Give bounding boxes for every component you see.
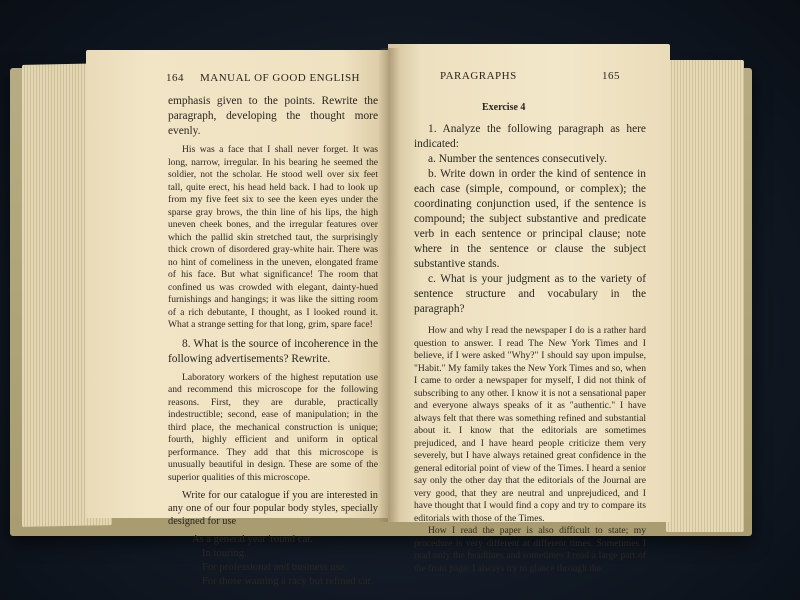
left-ad-text: Laboratory workers of the highest reputation use and recommend this microscope for the following reasons. First, they are durable, practically indestructible; second, ease of manipulation; in the third place, the mechanical construction is unique; fourth, highly efficient and uniform in optical performance. They add that this microscope is unusually beautiful in design. These are some of the superior qualities of this microscope. xyxy=(168,371,378,483)
left-list-item-2: In touring. xyxy=(202,548,247,559)
left-text-column xyxy=(168,94,378,589)
exercise-item-c: c. What is your judgment as to the variety of sentence structure and vocabulary in the paragraph? xyxy=(414,273,646,315)
left-list-item-1: As a general year 'round car. xyxy=(192,534,313,545)
right-text-column xyxy=(414,122,646,575)
right-paragraph-1: How and why I read the newspaper I do is a rather hard question to answer. I read The New York Times and I believe, if I were asked "Why?" I should say upon impulse, "Habit." My family takes the New York Times and so, when I came to order a newspaper for myself, I did not think of subscribing to any other. I know it is not a sensational paper and everyone always speaks of it as "authentic." I have always felt that there was something refined and substantial about it. I know that the editorials are sometimes prejudiced, and I have heard people criticize them very severely, but I have always retained great confidence in the general editorial point of view of the Times. I heard a senior say only the other day that the editorials of the Journal are very good, that they are neutral and unprejudiced, and I have thought that I would find a copy and try to compare its editorials with those of the Times. xyxy=(414,325,646,524)
left-question: 8. What is the source of incoherence in the following advertisements? Rewrite. xyxy=(168,337,378,365)
exercise-item-b: b. Write down in order the kind of sentence in each case (simple, compound, or complex); the coordinating conjunction used, if the sentence is compound; the subject substantive and predicate verb in each sentence or principal clause; note where in the sentence or clause the subject substantive stands. xyxy=(414,168,646,270)
left-page-number: 164 xyxy=(166,72,184,84)
right-page xyxy=(388,44,670,574)
exercise-title: Exercise 4 xyxy=(482,102,526,113)
left-passage: His was a face that I shall never forget. It was long, narrow, irregular. In his bearing he seemed the soldier, not the scholar. He stood well over six feet tall, quite erect, his head held back. I had to look up from my five feet six to see the keen eyes under the sparse gray brows, the thin line of his lips, the high uneven cheek bones, and the irregular features over which the pallid skin stretched taut, the surprisingly thick crown of disordered gray-white hair. There was no hint of comeliness in the uneven, elongated frame of his face. But what significance! The room that confined us was crowded with elegant, dainty-hued furnishings and hangings; it was like the sitting room of a rich debutante, I thought, as I looked round it. What a strange setting for that long, grim, spare face! xyxy=(168,144,378,330)
exercise-item-a: a. Number the sentences consecutively. xyxy=(428,153,607,165)
right-page-number: 165 xyxy=(602,70,620,82)
page-edges-right xyxy=(666,60,744,532)
right-paragraph-2: How I read the paper is also difficult to state; my procedure is very different at different times. Sometimes I read only the headlines and sometimes I read a large part of the front page. I always try to glance through the xyxy=(414,525,646,574)
left-page xyxy=(86,50,388,587)
left-list-item-4: For those wanting a racy but refined car. xyxy=(202,576,374,587)
right-running-head: PARAGRAPHS xyxy=(440,70,517,82)
left-catalogue: Write for our catalogue if you are interested in any one of our four popular body styles, specially designed for use xyxy=(168,490,378,527)
left-list-item-3: For professional and business use. xyxy=(202,562,348,573)
exercise-instruction: 1. Analyze the following paragraph as here indicated: xyxy=(414,123,646,150)
left-intro: emphasis given to the points. Rewrite the paragraph, developing the thought more evenly. xyxy=(168,95,378,137)
left-running-head: MANUAL OF GOOD ENGLISH xyxy=(200,72,361,84)
